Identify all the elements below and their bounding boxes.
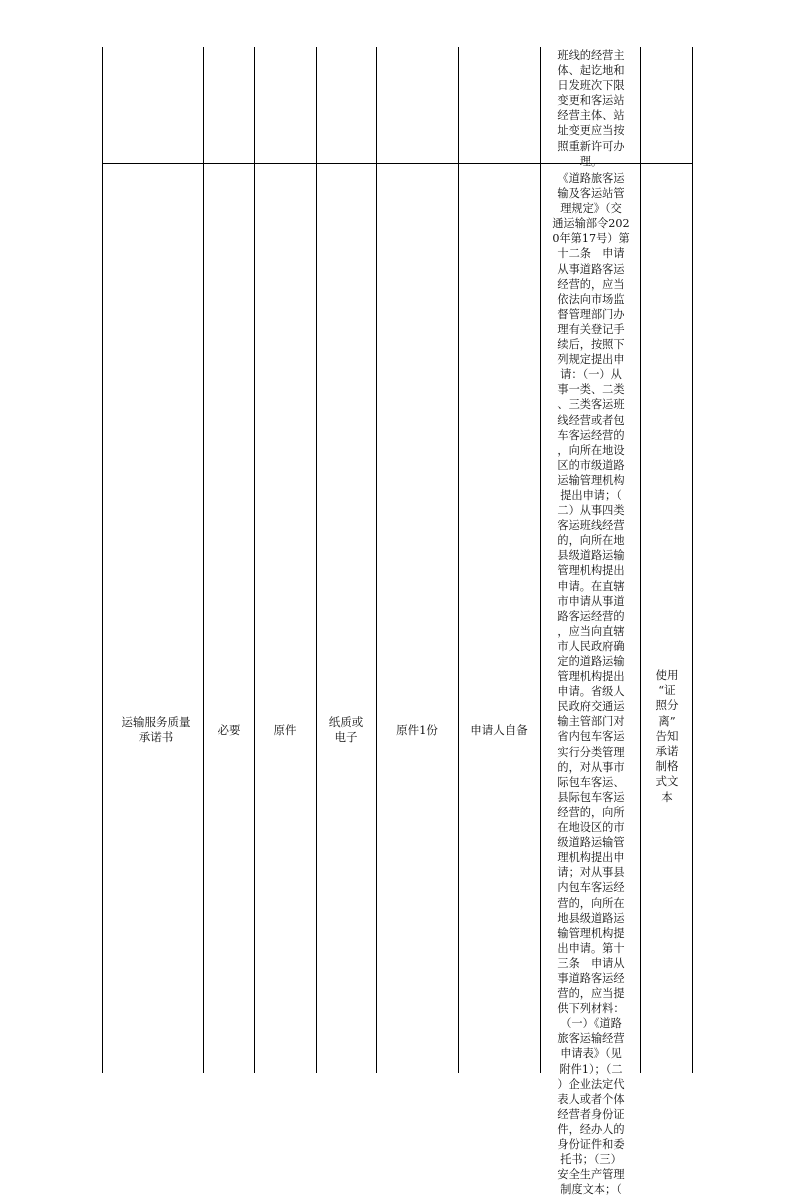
required-cell: 必要 (217, 723, 241, 737)
row1-legal-basis-cell: 班线的经营主 体、起讫地和 日发班次下限 变更和客运站 经营主体、站 址变更应当按 照重新许可办 理。 (557, 49, 625, 168)
table-column-divider (316, 47, 317, 1073)
material-name-cell: 运输服务质量 承诺书 (121, 715, 191, 744)
remark-cell: 使用 “证 照分 离” 告知 承诺 制格 式文 本 (655, 668, 679, 804)
copies-cell: 原件1份 (396, 723, 438, 737)
source-cell: 申请人自备 (470, 723, 528, 737)
material-medium-cell: 纸质或 电子 (328, 715, 364, 744)
table-column-divider (458, 47, 459, 1073)
table-column-divider (640, 47, 641, 1073)
table-column-divider (540, 47, 541, 1073)
table-column-divider (203, 47, 204, 1073)
row2-legal-basis-cell: 《道路旅客运 输及客运站管 理规定》（交 通运输部令202 0年第17号）第 十二条 申请 从事道路客运 经营的，应当 依法向市场监 督管理部门办 理有关登记手 续后，按照下 列规定提出申 请：（一）从 事一类、二类 、三类客运班 线经营或者包 车客运经营的 ，向所在地设 区的市级道路 运输管理机构 提出申请；（ 二）从事四类 客运班线经营 的，向所在地 县级道路运输 管理机构提出 申请。在直辖 市申请从事道 路客运经营的 ，应当向直辖 市人民政府确 定的道路运输 管理机构提出 申请。省级人 民政府交通运 输主管部门对 省内包车客运 实行分类管理 的，对从事市 际包车客运、 县际包车客运 经营的，向所 在地设区的市 级道路运输管 理机构提出申 请；对从事县 内包车客运经 营的，向所在 地县级道路运 输管理机构提 出申请。第十 三条 申请从 事道路客运经 营的，应当提 供下列材料： （一）《道路 旅客运输经营 申请表》（见 附件1）；（二 ）企业法定代 表人或者个体 经营者身份证 件，经办人的 身份证件和委 托书；（三） 安全生产管理 制度文本；（ (552, 172, 630, 1197)
table-border-right (692, 47, 693, 1073)
material-form-cell: 原件 (273, 723, 297, 737)
table-column-divider (376, 47, 377, 1073)
table-column-divider (254, 47, 255, 1073)
table-border-left (102, 47, 103, 1073)
